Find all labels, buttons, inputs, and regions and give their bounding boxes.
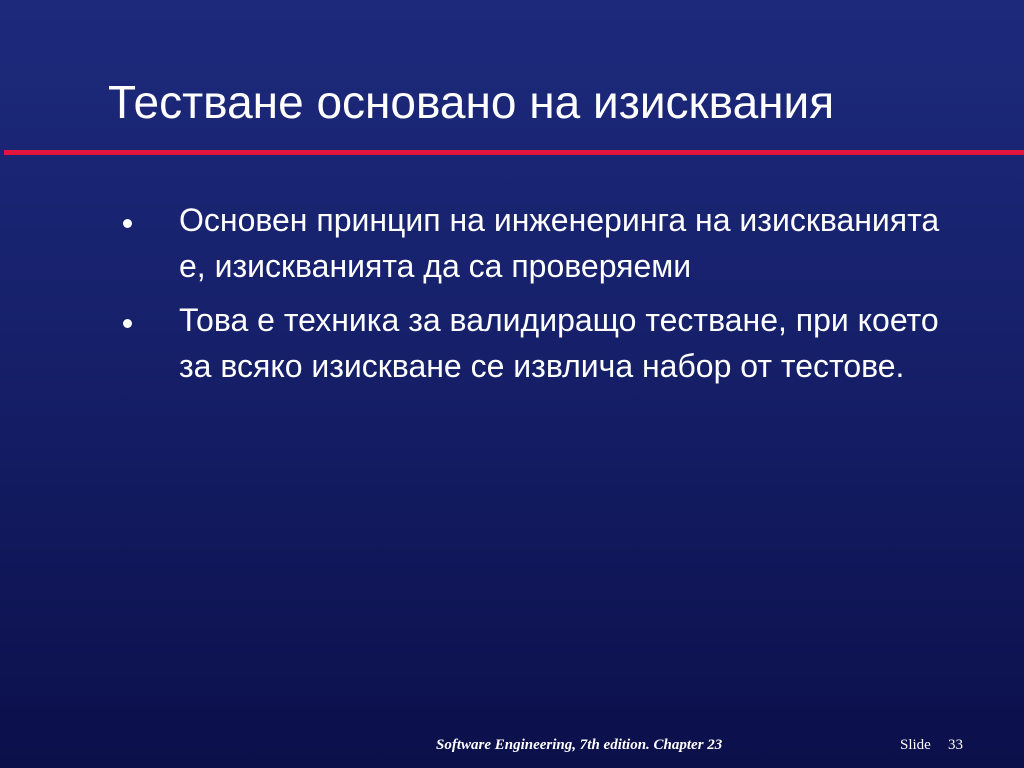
bullet-item [0,297,1024,389]
bullet-text: Това е техника за валидиращо тестване, при което за всяко изискване се извлича набор от тестове. [179,302,939,384]
bullet-dot-icon [123,319,132,328]
bullet-text: Основен принцип на инженеринга на изискванията е, изискванията да са проверяеми [179,202,940,284]
slide-title: Тестване основано на изисквания [108,76,835,128]
slide-number: 33 [948,737,963,753]
footer-text: Software Engineering, 7th edition. Chapter 23 [436,737,723,753]
bullet-dot-icon [123,219,132,228]
bullet-item [0,197,1024,289]
bullet-list [0,197,1024,397]
title-divider [4,150,1024,155]
slide-label: Slide [900,737,931,753]
